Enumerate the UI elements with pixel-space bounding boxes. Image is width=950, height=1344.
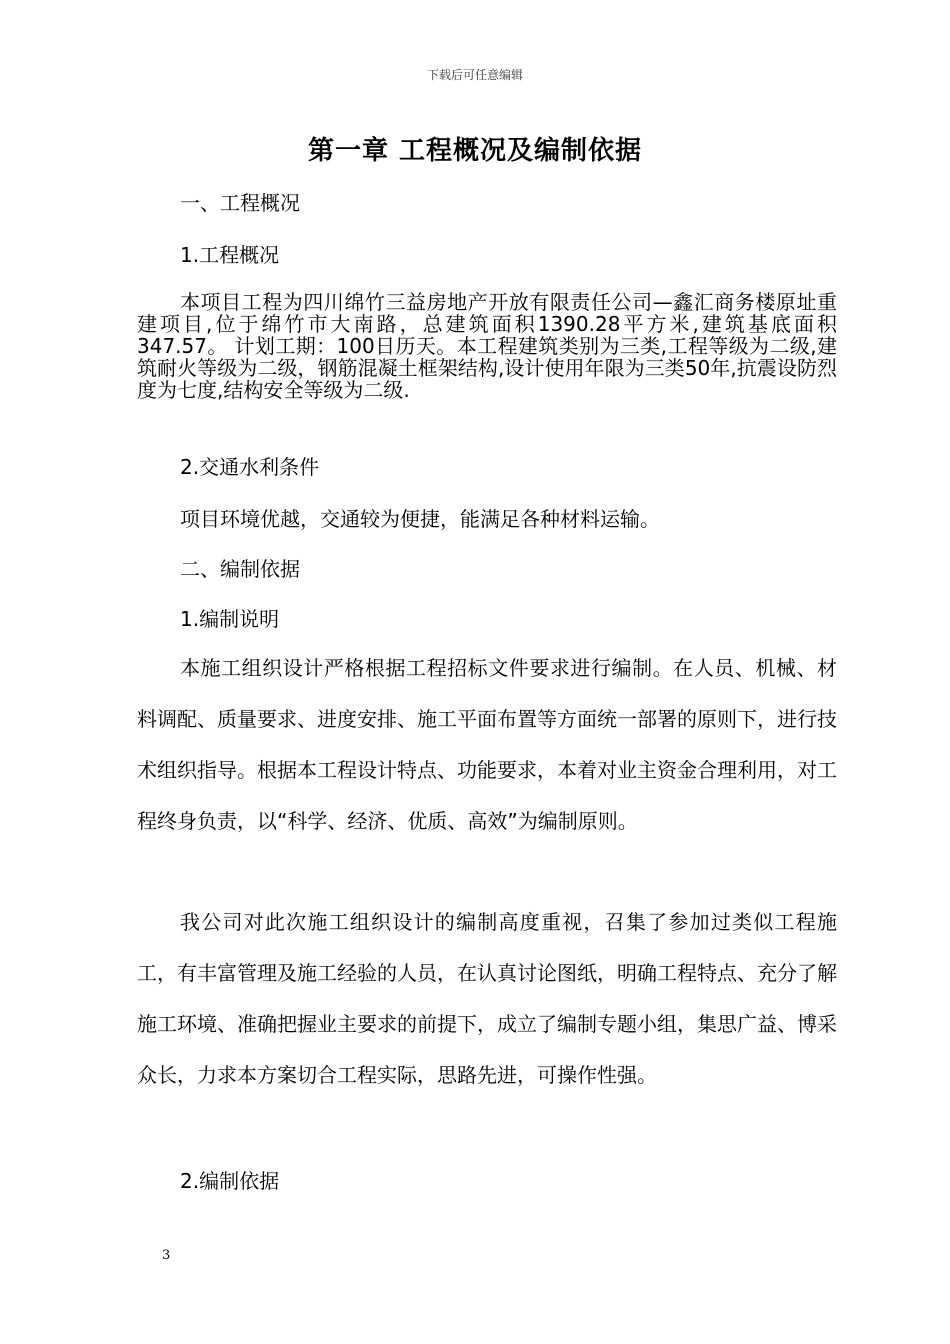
page-number: 3	[162, 1248, 171, 1263]
subsection-heading: 1.编制说明	[180, 607, 280, 631]
section-heading: 二、编制依据	[180, 557, 300, 581]
paragraph-project-overview: 本项目工程为四川绵竹三益房地产开放有限责任公司—鑫汇商务楼原址重建项目,位于绵竹市大南路，总建筑面积1390.28平方米,建筑基底面积347.57。 计划工期：100日历天。本工程建筑类别为三类,工程等级为二级,建筑耐火等级为二级，钢筋混凝土框架结构,设计使用年限为三类50年,抗震设防烈度为七度,结构安全等级为二级.	[137, 290, 837, 402]
chapter-title: 第一章 工程概况及编制依据	[307, 136, 643, 166]
paragraph-compilation-notes: 本施工组织设计严格根据工程招标文件要求进行编制。在人员、机械、材料调配、质量要求、进度安排、施工平面布置等方面统一部署的原则下，进行技术组织指导。根据本工程设计特点、功能要求，本着对业主资金合理利用，对工程终身负责，以“科学、经济、优质、高效”为编制原则。	[137, 656, 837, 833]
paragraph-transport: 项目环境优越，交通较为便捷，能满足各种材料运输。	[180, 507, 660, 531]
subsection-heading: 1.工程概况	[180, 243, 280, 267]
paragraph-company-commitment: 我公司对此次施工组织设计的编制高度重视，召集了参加过类似工程施工，有丰富管理及施工经验的人员，在认真讨论图纸，明确工程特点、充分了解施工环境、准确把握业主要求的前提下，成立了编制专题小组，集思广益、博采众长，力求本方案切合工程实际，思路先进，可操作性强。	[137, 910, 837, 1087]
section-heading: 一、工程概况	[180, 191, 300, 215]
page-header: 下载后可任意编辑	[426, 68, 523, 82]
subsection-heading: 2.交通水利条件	[180, 455, 320, 479]
subsection-heading: 2.编制依据	[180, 1169, 280, 1193]
